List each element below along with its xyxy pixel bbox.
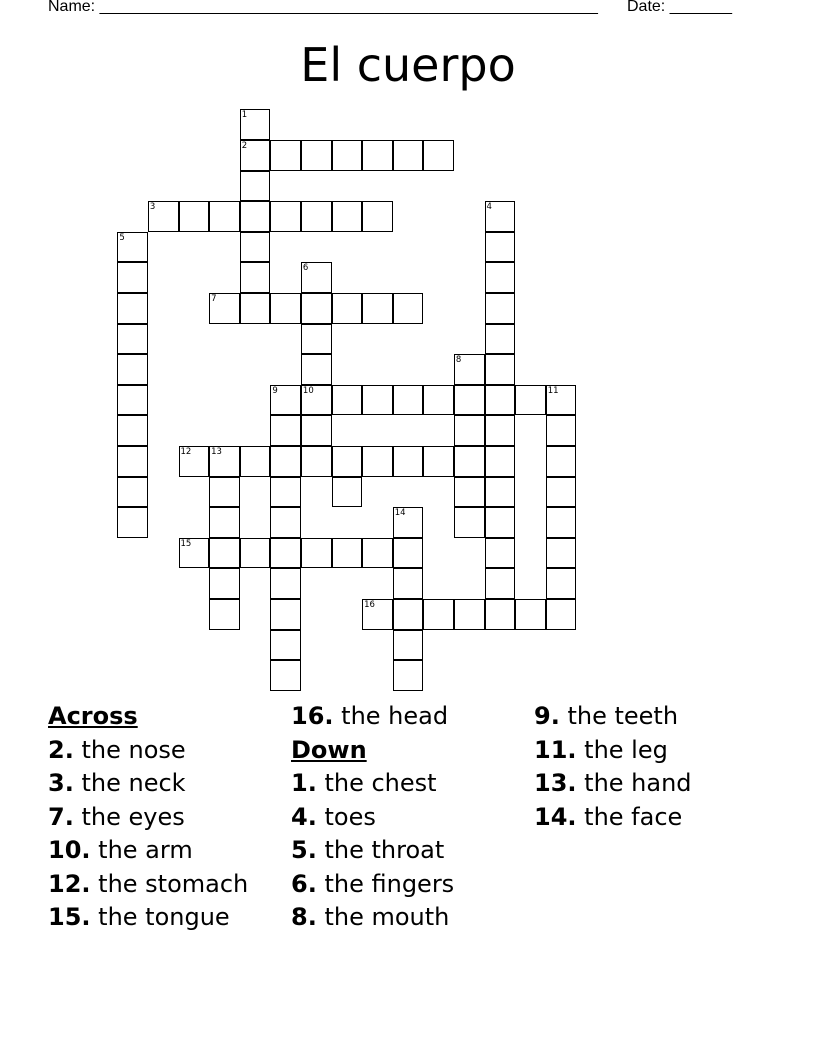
grid-cell[interactable] bbox=[117, 262, 148, 293]
grid-cell[interactable] bbox=[454, 446, 485, 477]
clue-number: 5 bbox=[119, 232, 125, 243]
grid-cell[interactable] bbox=[515, 599, 546, 630]
clue-down-11: 11. the leg bbox=[534, 735, 668, 764]
grid-cell[interactable] bbox=[209, 477, 240, 508]
grid-cell[interactable] bbox=[270, 415, 301, 446]
grid-cell[interactable] bbox=[485, 568, 516, 599]
grid-cell[interactable] bbox=[179, 446, 210, 477]
grid-cell[interactable] bbox=[270, 660, 301, 691]
clue-down-1: 1. the chest bbox=[291, 769, 437, 797]
grid-cell[interactable] bbox=[117, 385, 148, 416]
grid-cell[interactable] bbox=[454, 599, 485, 630]
grid-cell[interactable] bbox=[240, 232, 271, 263]
grid-cell[interactable] bbox=[485, 354, 516, 385]
grid-cell[interactable] bbox=[362, 201, 393, 232]
clue-number: 4 bbox=[486, 202, 492, 213]
clue-number: 6 bbox=[302, 263, 309, 274]
grid-cell[interactable] bbox=[209, 446, 240, 477]
grid-cell[interactable] bbox=[179, 538, 210, 569]
grid-cell[interactable] bbox=[485, 507, 516, 538]
grid-cell[interactable] bbox=[423, 140, 454, 171]
grid-cell[interactable] bbox=[301, 538, 332, 569]
grid-cell[interactable] bbox=[485, 385, 516, 416]
grid-cell[interactable] bbox=[485, 232, 516, 263]
grid-cell[interactable] bbox=[301, 324, 332, 355]
grid-cell[interactable] bbox=[546, 568, 577, 599]
grid-cell[interactable] bbox=[393, 446, 424, 477]
grid-cell[interactable] bbox=[209, 599, 240, 630]
down-heading: Down bbox=[291, 735, 367, 764]
grid-cell[interactable] bbox=[117, 324, 148, 355]
grid-cell[interactable] bbox=[546, 507, 577, 538]
grid-cell[interactable] bbox=[332, 446, 363, 477]
clue-across-16: 16. the head bbox=[291, 702, 449, 730]
grid-cell[interactable] bbox=[393, 507, 424, 538]
clue-number: 16 bbox=[364, 599, 375, 610]
grid-cell[interactable] bbox=[301, 140, 332, 171]
grid-cell[interactable] bbox=[454, 477, 485, 508]
grid-cell[interactable] bbox=[117, 354, 148, 385]
clue-across-3: 3. the neck bbox=[48, 769, 186, 797]
grid-cell[interactable] bbox=[546, 415, 577, 446]
grid-cell[interactable] bbox=[117, 415, 148, 446]
name-field[interactable]: Name: ________________________________________________________ bbox=[48, 0, 598, 15]
grid-cell[interactable] bbox=[454, 354, 485, 385]
grid-cell[interactable] bbox=[515, 385, 546, 416]
grid-cell[interactable] bbox=[454, 507, 485, 538]
grid-cell[interactable] bbox=[148, 201, 179, 232]
grid-cell[interactable] bbox=[393, 538, 424, 569]
grid-cell[interactable] bbox=[332, 538, 363, 569]
grid-cell[interactable] bbox=[209, 293, 240, 324]
date-field[interactable]: Date: _______ bbox=[627, 0, 732, 15]
grid-cell[interactable] bbox=[485, 201, 516, 232]
grid-cell[interactable] bbox=[546, 385, 577, 416]
clue-down-13: 13. the hand bbox=[534, 769, 692, 797]
grid-cell[interactable] bbox=[240, 262, 271, 293]
grid-cell[interactable] bbox=[270, 201, 301, 232]
grid-cell[interactable] bbox=[485, 415, 516, 446]
clue-number: 14 bbox=[394, 508, 406, 519]
clue-number: 13 bbox=[211, 446, 222, 457]
grid-cell[interactable] bbox=[117, 446, 148, 477]
grid-cell[interactable] bbox=[209, 201, 240, 232]
clue-across-7: 7. the eyes bbox=[48, 802, 185, 831]
grid-cell[interactable] bbox=[240, 538, 271, 569]
grid-cell[interactable] bbox=[117, 293, 148, 324]
clue-across-15: 15. the tongue bbox=[48, 903, 230, 931]
grid-cell[interactable] bbox=[454, 385, 485, 416]
grid-cell[interactable] bbox=[270, 507, 301, 538]
grid-cell[interactable] bbox=[546, 599, 577, 630]
clue-down-8: 8. the mouth bbox=[291, 903, 450, 931]
grid-cell[interactable] bbox=[270, 630, 301, 661]
grid-cell[interactable] bbox=[240, 446, 271, 477]
clue-down-4: 4. toes bbox=[291, 802, 376, 831]
clue-across-10: 10. the arm bbox=[48, 836, 193, 864]
grid-cell[interactable] bbox=[485, 446, 516, 477]
clue-number: 1 bbox=[241, 110, 248, 121]
grid-cell[interactable] bbox=[362, 446, 393, 477]
grid-cell[interactable] bbox=[240, 171, 271, 202]
clue-number: 9 bbox=[272, 385, 278, 396]
grid-cell[interactable] bbox=[301, 415, 332, 446]
grid-cell[interactable] bbox=[117, 477, 148, 508]
clue-down-6: 6. the fingers bbox=[291, 869, 455, 898]
grid-cell[interactable] bbox=[209, 538, 240, 569]
grid-cell[interactable] bbox=[485, 293, 516, 324]
grid-cell[interactable] bbox=[332, 477, 363, 508]
grid-cell[interactable] bbox=[270, 293, 301, 324]
clue-across-12: 12. the stomach bbox=[48, 869, 249, 898]
grid-cell[interactable] bbox=[117, 507, 148, 538]
grid-cell[interactable] bbox=[423, 385, 454, 416]
grid-cell[interactable] bbox=[301, 293, 332, 324]
grid-cell[interactable] bbox=[209, 507, 240, 538]
clue-number: 12 bbox=[180, 446, 192, 457]
grid-cell[interactable] bbox=[454, 415, 485, 446]
grid-cell[interactable] bbox=[485, 262, 516, 293]
grid-cell[interactable] bbox=[393, 140, 424, 171]
clue-across-2: 2. the nose bbox=[48, 735, 186, 764]
grid-cell[interactable] bbox=[270, 599, 301, 630]
clue-number: 11 bbox=[547, 385, 559, 396]
grid-cell[interactable] bbox=[423, 446, 454, 477]
grid-cell[interactable] bbox=[301, 385, 332, 416]
grid-cell[interactable] bbox=[546, 538, 577, 569]
grid-cell[interactable] bbox=[332, 293, 363, 324]
grid-cell[interactable] bbox=[485, 538, 516, 569]
grid-cell[interactable] bbox=[362, 599, 393, 630]
grid-cell[interactable] bbox=[393, 385, 424, 416]
grid-cell[interactable] bbox=[393, 599, 424, 630]
grid-cell[interactable] bbox=[301, 201, 332, 232]
clue-down-5: 5. the throat bbox=[291, 836, 445, 864]
grid-cell[interactable] bbox=[301, 262, 332, 293]
clue-down-14: 14. the face bbox=[534, 802, 683, 831]
grid-cell[interactable] bbox=[362, 385, 393, 416]
grid-cell[interactable] bbox=[270, 446, 301, 477]
grid-cell[interactable] bbox=[332, 385, 363, 416]
grid-cell[interactable] bbox=[240, 109, 271, 140]
page-title: El cuerpo bbox=[300, 38, 516, 92]
grid-cell[interactable] bbox=[240, 293, 271, 324]
grid-cell[interactable] bbox=[393, 630, 424, 661]
clue-number: 2 bbox=[241, 140, 248, 151]
grid-cell[interactable] bbox=[117, 232, 148, 263]
grid-cell[interactable] bbox=[240, 140, 271, 171]
clue-column-2 bbox=[291, 700, 454, 935]
grid-cell[interactable] bbox=[270, 140, 301, 171]
clue-number: 7 bbox=[211, 293, 217, 304]
grid-cell[interactable] bbox=[485, 599, 516, 630]
grid-cell[interactable] bbox=[270, 385, 301, 416]
grid-cell[interactable] bbox=[179, 201, 210, 232]
clue-down-9: 9. the teeth bbox=[534, 702, 679, 730]
across-heading: Across bbox=[48, 702, 138, 730]
grid-cell[interactable] bbox=[362, 293, 393, 324]
clue-number: 8 bbox=[455, 355, 462, 366]
clue-column-3 bbox=[534, 700, 692, 834]
clue-number: 3 bbox=[149, 202, 156, 213]
grid-cell[interactable] bbox=[301, 354, 332, 385]
clue-number: 10 bbox=[302, 385, 314, 396]
grid-cell[interactable] bbox=[270, 568, 301, 599]
grid-cell[interactable] bbox=[332, 201, 363, 232]
grid-cell[interactable] bbox=[209, 568, 240, 599]
grid-cell[interactable] bbox=[546, 477, 577, 508]
grid-cell[interactable] bbox=[240, 201, 271, 232]
grid-cell[interactable] bbox=[546, 446, 577, 477]
grid-cell[interactable] bbox=[393, 293, 424, 324]
clue-column-1 bbox=[48, 700, 248, 935]
grid-cell[interactable] bbox=[362, 140, 393, 171]
grid-cell[interactable] bbox=[485, 477, 516, 508]
grid-cell[interactable] bbox=[270, 538, 301, 569]
grid-cell[interactable] bbox=[362, 538, 393, 569]
grid-cell[interactable] bbox=[485, 324, 516, 355]
grid-cell[interactable] bbox=[393, 660, 424, 691]
grid-cell[interactable] bbox=[423, 599, 454, 630]
grid-cell[interactable] bbox=[270, 477, 301, 508]
grid-cell[interactable] bbox=[332, 140, 363, 171]
grid-cell[interactable] bbox=[393, 568, 424, 599]
grid-cell[interactable] bbox=[301, 446, 332, 477]
clue-number: 15 bbox=[180, 538, 192, 549]
